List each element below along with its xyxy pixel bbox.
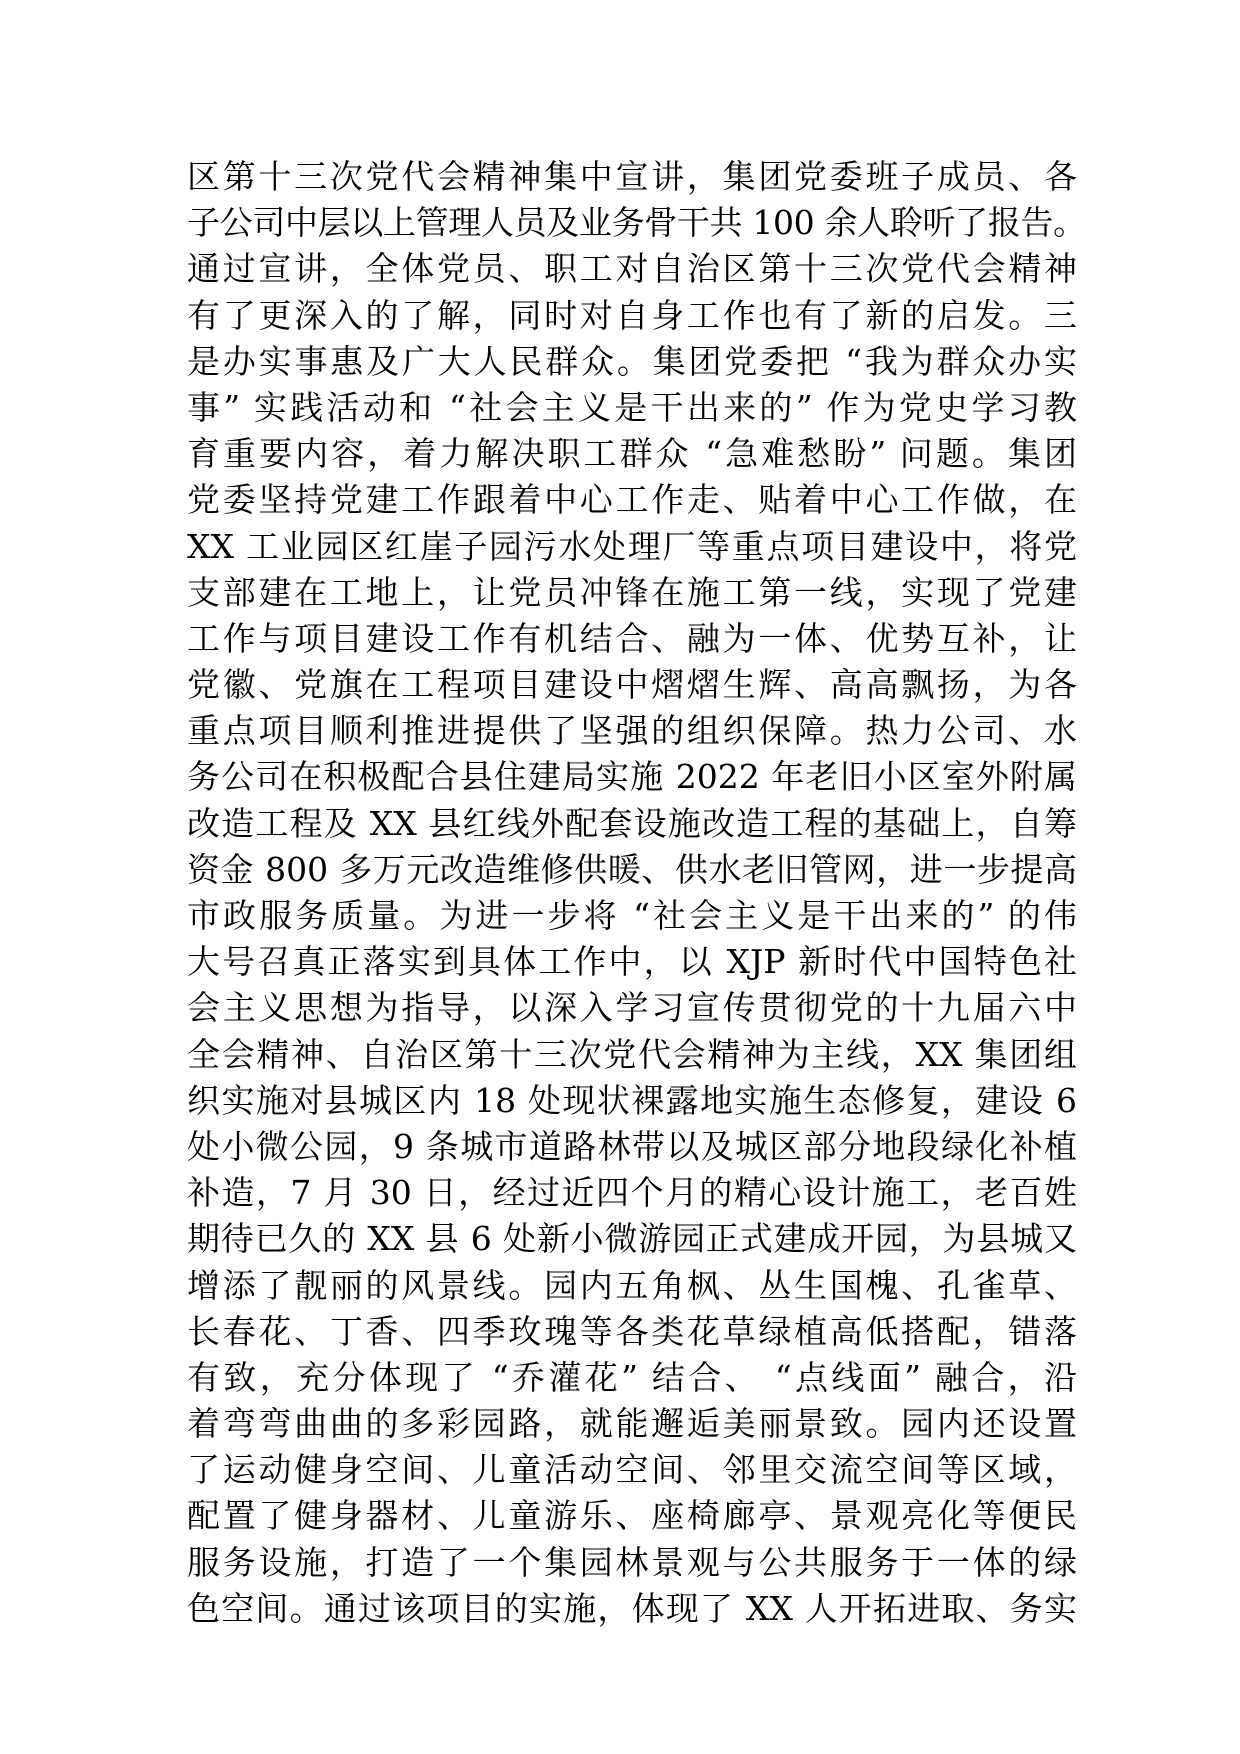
text-line: 重点项目顺利推进提供了坚强的组织保障。热力公司、水 (187, 711, 1077, 751)
text-line: 织实施对县城区内 18 处现状裸露地实施生态修复，建设 6 (187, 1080, 1077, 1120)
text-line: 党徽、党旗在工程项目建设中熠熠生辉、高高飘扬，为各 (187, 665, 1077, 705)
text-line: 大号召真正落实到具体工作中，以 XJP 新时代中国特色社 (187, 942, 1077, 982)
text-line: 补造，7 月 30 日，经过近四个月的精心设计施工，老百姓 (187, 1173, 1077, 1213)
text-line: 色空间。通过该项目的实施，体现了 XX 人开拓进取、务实 (187, 1588, 1077, 1628)
text-line: 改造工程及 XX 县红线外配套设施改造工程的基础上，自筹 (187, 803, 1077, 843)
text-line: 市政服务质量。为进一步将 “社会主义是干出来的” 的伟 (187, 896, 1077, 935)
text-line: 会主义思想为指导，以深入学习宣传贯彻党的十九届六中 (187, 988, 1077, 1028)
text-line: 务公司在积极配合县住建局实施 2022 年老旧小区室外附属 (187, 757, 1077, 797)
text-line: 是办实事惠及广大人民群众。集团党委把 “我为群众办实 (187, 341, 1077, 381)
text-line: 处小微公园，9 条城市道路林带以及城区部分地段绿化补植 (187, 1126, 1077, 1166)
text-line: 党委坚持党建工作跟着中心工作走、贴着中心工作做，在 (187, 480, 1077, 520)
text-line: 配置了健身器材、儿童游乐、座椅廊亭、景观亮化等便民 (187, 1496, 1077, 1536)
text-line: 通过宣讲，全体党员、职工对自治区第十三次党代会精神 (187, 249, 1077, 289)
text-line: 子公司中层以上管理人员及业务骨干共 100 余人聆听了报告。 (187, 203, 1086, 243)
text-line: 增添了靓丽的风景线。园内五角枫、丛生国槐、孔雀草、 (187, 1265, 1077, 1305)
text-line: 有了更深入的了解，同时对自身工作也有了新的启发。三 (187, 295, 1077, 335)
text-line: 工作与项目建设工作有机结合、融为一体、优势互补，让 (187, 618, 1077, 658)
text-line: 了运动健身空间、儿童活动空间、邻里交流空间等区域， (187, 1450, 1077, 1490)
text-line: 区第十三次党代会精神集中宣讲，集团党委班子成员、各 (187, 157, 1077, 196)
text-line: XX 工业园区红崖子园污水处理厂等重点项目建设中，将党 (187, 526, 1077, 566)
text-line: 事” 实践活动和 “社会主义是干出来的” 作为党史学习教 (187, 387, 1077, 427)
text-line: 着弯弯曲曲的多彩园路，就能邂逅美丽景致。园内还设置 (187, 1404, 1077, 1444)
body-paragraph (187, 154, 1086, 1632)
text-line: 育重要内容，着力解决职工群众 “急难愁盼” 问题。集团 (187, 434, 1077, 474)
text-line: 服务设施，打造了一个集园林景观与公共服务于一体的绿 (187, 1542, 1077, 1582)
text-line: 支部建在工地上，让党员冲锋在施工第一线，实现了党建 (187, 572, 1077, 612)
text-line: 资金 800 多万元改造维修供暖、供水老旧管网，进一步提高 (187, 849, 1077, 889)
text-line: 有致，充分体现了 “乔灌花” 结合、 “点线面” 融合，沿 (187, 1357, 1077, 1397)
text-line: 长春花、丁香、四季玫瑰等各类花草绿植高低搭配，错落 (187, 1311, 1077, 1351)
text-line: 全会精神、自治区第十三次党代会精神为主线，XX 集团组 (187, 1034, 1077, 1074)
text-line: 期待已久的 XX 县 6 处新小微游园正式建成开园，为县城又 (187, 1219, 1077, 1259)
